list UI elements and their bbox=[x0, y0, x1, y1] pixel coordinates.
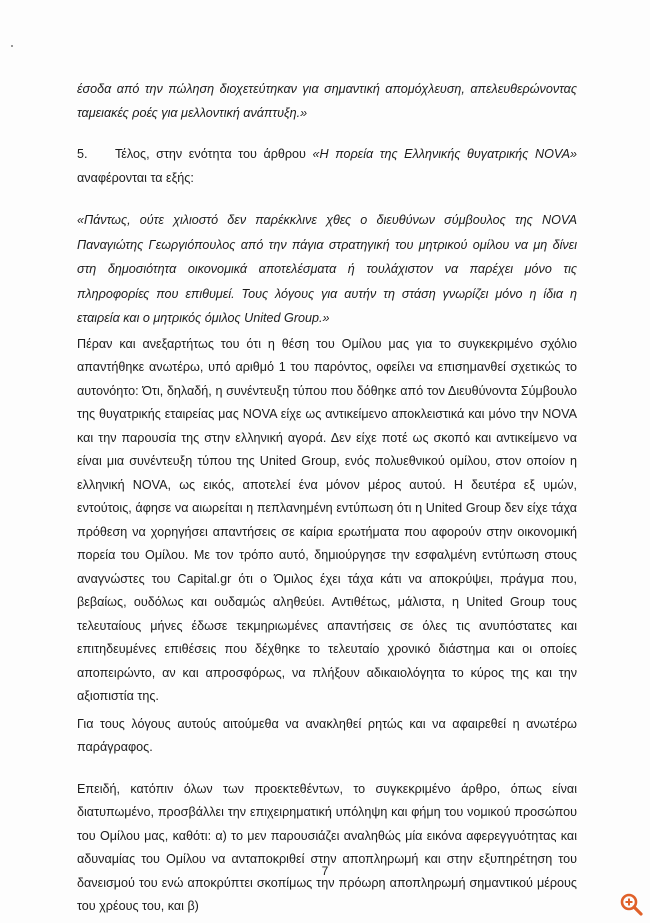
top-paragraph: έσοδα από την πώληση διοχετεύτηκαν για σημαντική απομόχλευση, απελευθερώνοντας ταμειακές ροές για μελλοντική ανάπτυξη.» bbox=[77, 82, 577, 120]
zoom-in-icon[interactable] bbox=[618, 891, 644, 917]
paragraph-3: Επειδή, κατόπιν όλων των προεκτεθέντων, το συγκεκριμένο άρθρο, όπως είναι διατυπωμένο, προσβάλλει την επιχειρηματική υπόληψη και φήμη του νομικού προσώπου του Ομίλου μας, καθότι: α) το μεν παρουσιάζει αναληθώς μία εικόνα αφερεγγυότητας και αδυναμίας του Ομίλου να ανταποκριθεί στην αποπληρωμή και στην εξυπηρέτηση του δανεισμού του ενώ αποκρύπτει σκοπίμως την πρόωρη αποπληρωμή σημαντικού μέρους του χρέους του, και β) bbox=[77, 781, 577, 913]
scan-speck bbox=[11, 45, 13, 47]
paragraph-1: Πέραν και ανεξαρτήτως του ότι η θέση του Ομίλου μας για το συγκεκριμένο σχόλιο απαντήθηκε ανωτέρω, υπό αριθμό 1 του παρόντος, οφείλει να επισημανθεί σχετικώς το αυτονόητο: Ότι, δηλαδή, η συνέντευξη τύπου που δόθηκε από τον Διευθύνοντα Σύμβουλο της θυγατρικής εταιρείας μας NOVA είχε ως αντικείμενο αποκλειστικά και μόνο την NOVA και την παρουσία της στην ελληνική αγορά. Δεν είχε ποτέ ως σκοπό και αντικείμενο να είναι μια συνέντευξη τύπου της United Group, ενός πολυεθνικού ομίλου, στον οποίον η ελληνική NOVA, ως εικός, αποτελεί ένα μόνον μέρος αυτού. Η δευτέρα εξ υμών, εντούτοις, άφησε να αιωρείται η πεπλανημένη εντύπωση ότι η United Group δεν είχε τάχα πρόθεση να χορηγήσει απαντήσεις σε καίρια ερωτήματα που αφορούν στην οικονομική πορεία του Ομίλου. Με τον τρόπο αυτό, δημιούργησε την εσφαλμένη εντύπωση στους αναγνώστες του Capital.gr ότι ο Όμιλος έχει τάχα κάτι να αποκρύψει, πράγμα που, βεβαίως, ουδόλως και ουδαμώς αληθεύει. Αντιθέτως, μάλιστα, η United Group τους τελευταίους μήνες έδωσε τεκμηριωμένες απαντήσεις σε όλες τις ανυπόστατες και επιτηδευμένες επιθέσεις που δέχθηκε το τελευταίο χρονικό διάστημα και οι οποίες αποπειρώντο, αν και απροσφόρως, να πλήξουν αδικαιολόγητα το κύρος της και την αξιοπιστία της. bbox=[77, 336, 577, 703]
page-text bbox=[77, 78, 577, 919]
section-intro-italic: «Η πορεία της Ελληνικής θυγατρικής NOVA» bbox=[312, 147, 577, 161]
section-intro-plain: Τέλος, στην ενότητα του άρθρου bbox=[115, 147, 313, 161]
section-intro bbox=[77, 143, 577, 190]
page-number: 7 bbox=[321, 864, 329, 878]
section-intro-end: αναφέρονται τα εξής: bbox=[77, 170, 194, 185]
section-number: 5. bbox=[77, 147, 88, 161]
paragraph-2: Για τους λόγους αυτούς αιτούμεθα να ανακληθεί ρητώς και να αφαιρεθεί η ανωτέρω παράγραφος. bbox=[77, 716, 577, 754]
quoted-passage: «Πάντως, ούτε χιλιοστό δεν παρέκκλινε χθες ο διευθύνων σύμβουλος της NOVA Παναγιώτης Γεωργιόπουλος από την πάγια στρατηγική του μητρικού ομίλου να μη δίνει στη δημοσιότητα οικονομικά αποτελέσματα ή τουλάχιστον να παρέχει μόνο τις πληροφορίες που επιθυμεί. Τους λόγους για αυτήν τη στάση γνωρίζει μόνο η ίδια η εταιρεία και ο μητρικός όμιλος United Group.» bbox=[77, 213, 577, 325]
